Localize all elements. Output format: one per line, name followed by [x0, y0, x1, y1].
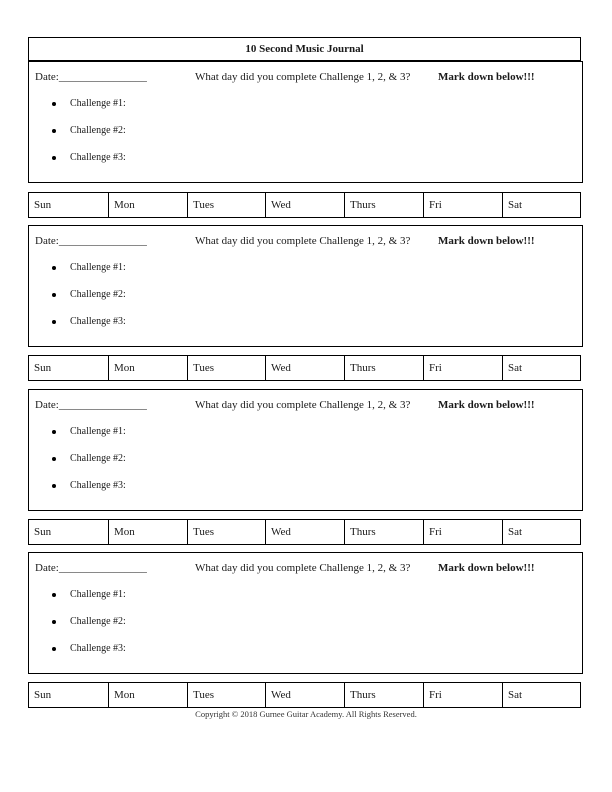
- day-cell-mon[interactable]: Mon: [109, 356, 188, 380]
- bullet-icon: [52, 593, 56, 597]
- entry-instruction: Mark down below!!!: [438, 562, 535, 574]
- day-cell-fri[interactable]: Fri: [424, 520, 503, 544]
- bullet-icon: [52, 430, 56, 434]
- challenge-item[interactable]: [49, 289, 126, 316]
- day-cell-sun[interactable]: Sun: [29, 520, 109, 544]
- day-cell-wed[interactable]: Wed: [266, 193, 345, 217]
- day-cell-thurs[interactable]: Thurs: [345, 193, 424, 217]
- day-cell-fri[interactable]: Fri: [424, 683, 503, 707]
- challenge-label: Challenge #1:: [70, 589, 126, 600]
- entry-question: What day did you complete Challenge 1, 2, & 3?: [195, 399, 411, 411]
- entry-instruction: Mark down below!!!: [438, 71, 535, 83]
- entry-instruction: Mark down below!!!: [438, 235, 535, 247]
- entry-question: What day did you complete Challenge 1, 2, & 3?: [195, 562, 411, 574]
- challenge-label: Challenge #3:: [70, 643, 126, 654]
- journal-entry: [28, 552, 583, 674]
- day-cell-wed[interactable]: Wed: [266, 520, 345, 544]
- copyright-footer: Copyright © 2018 Gurnee Guitar Academy. All Rights Reserved.: [195, 709, 417, 719]
- challenge-item[interactable]: [49, 589, 126, 616]
- challenge-item[interactable]: [49, 616, 126, 643]
- day-cell-mon[interactable]: Mon: [109, 193, 188, 217]
- challenge-list: [49, 589, 126, 670]
- bullet-icon: [52, 484, 56, 488]
- day-cell-sun[interactable]: Sun: [29, 683, 109, 707]
- challenge-item[interactable]: [49, 480, 126, 507]
- day-cell-tues[interactable]: Tues: [188, 356, 266, 380]
- day-row: [28, 519, 581, 545]
- day-cell-fri[interactable]: Fri: [424, 193, 503, 217]
- challenge-label: Challenge #1:: [70, 98, 126, 109]
- day-cell-mon[interactable]: Mon: [109, 520, 188, 544]
- day-cell-sat[interactable]: Sat: [508, 526, 523, 538]
- date-field[interactable]: Date:________________: [35, 235, 147, 247]
- bullet-icon: [52, 457, 56, 461]
- date-field[interactable]: Date:________________: [35, 399, 147, 411]
- challenge-item[interactable]: [49, 98, 126, 125]
- day-cell-sat[interactable]: Sat: [508, 199, 523, 211]
- journal-entry: [28, 389, 583, 511]
- day-row: [28, 355, 581, 381]
- bullet-icon: [52, 129, 56, 133]
- entry-question: What day did you complete Challenge 1, 2, & 3?: [195, 235, 411, 247]
- challenge-label: Challenge #3:: [70, 480, 126, 491]
- challenge-list: [49, 98, 126, 179]
- challenge-label: Challenge #2:: [70, 125, 126, 136]
- journal-entry: [28, 225, 583, 347]
- bullet-icon: [52, 647, 56, 651]
- challenge-label: Challenge #2:: [70, 453, 126, 464]
- day-cell-thurs[interactable]: Thurs: [345, 683, 424, 707]
- day-cell-thurs[interactable]: Thurs: [345, 520, 424, 544]
- day-cell-tues[interactable]: Tues: [188, 193, 266, 217]
- challenge-label: Challenge #1:: [70, 426, 126, 437]
- day-cell-thurs[interactable]: Thurs: [345, 356, 424, 380]
- day-cell-wed[interactable]: Wed: [266, 683, 345, 707]
- challenge-label: Challenge #2:: [70, 616, 126, 627]
- challenge-label: Challenge #1:: [70, 262, 126, 273]
- challenge-label: Challenge #3:: [70, 316, 126, 327]
- entry-question: What day did you complete Challenge 1, 2, & 3?: [195, 71, 411, 83]
- challenge-list: [49, 426, 126, 507]
- challenge-item[interactable]: [49, 262, 126, 289]
- challenge-label: Challenge #3:: [70, 152, 126, 163]
- day-cell-tues[interactable]: Tues: [188, 520, 266, 544]
- day-cell-fri[interactable]: Fri: [424, 356, 503, 380]
- bullet-icon: [52, 266, 56, 270]
- journal-title-text: 10 Second Music Journal: [245, 43, 364, 55]
- date-field[interactable]: Date:________________: [35, 562, 147, 574]
- bullet-icon: [52, 620, 56, 624]
- bullet-icon: [52, 320, 56, 324]
- day-cell-wed[interactable]: Wed: [266, 356, 345, 380]
- challenge-item[interactable]: [49, 125, 126, 152]
- day-cell-mon[interactable]: Mon: [109, 683, 188, 707]
- bullet-icon: [52, 293, 56, 297]
- date-field[interactable]: Date:________________: [35, 71, 147, 83]
- challenge-item[interactable]: [49, 643, 126, 670]
- day-cell-sat[interactable]: Sat: [508, 689, 523, 701]
- journal-title: [28, 37, 581, 61]
- challenge-item[interactable]: [49, 453, 126, 480]
- entry-instruction: Mark down below!!!: [438, 399, 535, 411]
- challenge-label: Challenge #2:: [70, 289, 126, 300]
- bullet-icon: [52, 156, 56, 160]
- day-cell-tues[interactable]: Tues: [188, 683, 266, 707]
- challenge-list: [49, 262, 126, 343]
- day-cell-sat[interactable]: Sat: [508, 362, 523, 374]
- day-cell-sun[interactable]: Sun: [29, 193, 109, 217]
- day-cell-sun[interactable]: Sun: [29, 356, 109, 380]
- challenge-item[interactable]: [49, 152, 126, 179]
- bullet-icon: [52, 102, 56, 106]
- day-row: [28, 192, 581, 218]
- challenge-item[interactable]: [49, 426, 126, 453]
- journal-entry: [28, 61, 583, 183]
- challenge-item[interactable]: [49, 316, 126, 343]
- day-row: [28, 682, 581, 708]
